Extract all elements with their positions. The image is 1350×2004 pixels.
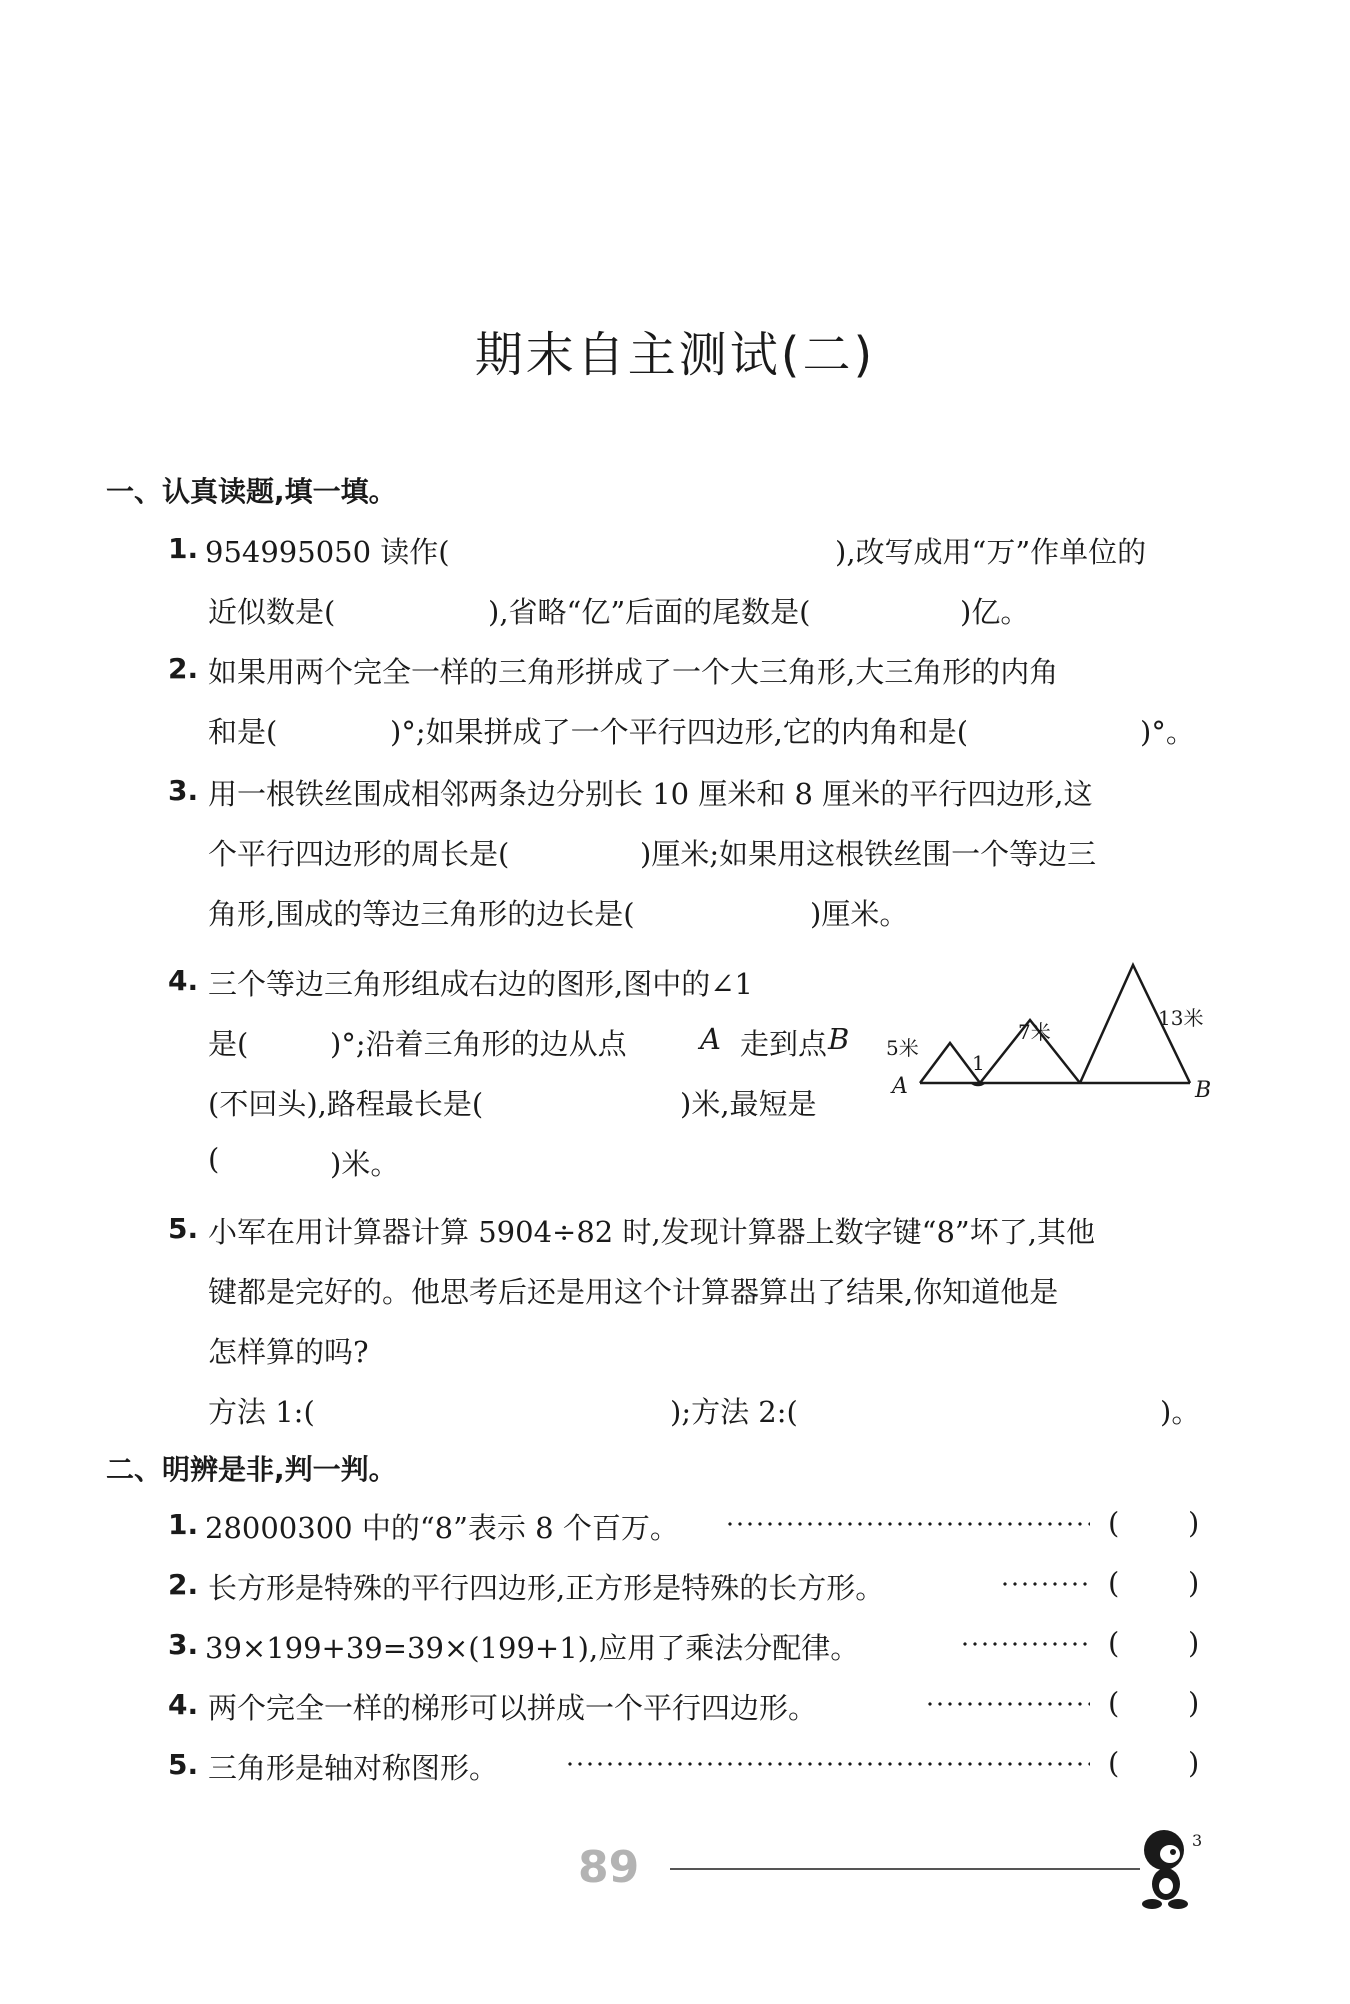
q2-line2-a: 和是( [208,715,278,749]
q4-point-a: A [700,1022,721,1056]
q4-line4-a: ( [208,1142,220,1176]
q4-line2-a: 是( [208,1027,249,1061]
q2-line1: 如果用两个完全一样的三角形拼成了一个大三角形,大三角形的内角 [208,655,1059,689]
judge-item-4-text: 两个完全一样的梯形可以拼成一个平行四边形。 [208,1691,818,1725]
q2-number: 2. [168,652,199,685]
label-5m: 5米 [886,1036,919,1060]
q5-number: 5. [168,1212,199,1245]
judge-item-4-leader [925,1702,1090,1706]
q5-line2: 键都是完好的。他思考后还是用这个计算器算出了结果,你知道他是 [208,1275,1059,1309]
q4-line1: 三个等边三角形组成右边的图形,图中的∠1 [208,967,753,1001]
judge-item-2-text: 长方形是特殊的平行四边形,正方形是特殊的长方形。 [208,1571,885,1605]
q4-point-b: B [828,1022,850,1056]
triangles-figure [880,955,1220,1105]
q3-line3-a: 角形,围成的等边三角形的边长是( [208,897,635,931]
judge-item-2-close: ) [1188,1566,1200,1600]
judge-item-5-close: ) [1188,1746,1200,1780]
page-number: 89 [578,1842,640,1893]
q1-line2-a: 近似数是( [208,595,336,629]
q3-line2-b: )厘米;如果用这根铁丝围一个等边三 [640,837,1097,871]
q1-line1-b: ),改写成用“万”作单位的 [835,535,1147,569]
q4-line3-b: )米,最短是 [680,1087,817,1121]
judge-item-2-leader [1000,1582,1090,1586]
q4-line4-b: )米。 [330,1147,400,1181]
judge-item-5-leader [565,1762,1090,1766]
label-point-a: A [892,1074,908,1099]
judge-item-5-text: 三角形是轴对称图形。 [208,1751,499,1785]
q1-line2-c: )亿。 [960,595,1030,629]
q1-line2-b: ),省略“亿”后面的尾数是( [488,595,811,629]
judge-item-5-number: 5. [168,1748,199,1781]
judge-item-3-leader [960,1642,1090,1646]
q5-line4-c: )。 [1160,1395,1201,1429]
judge-item-1-text: 28000300 中的“8”表示 8 个百万。 [205,1511,679,1545]
label-point-b: B [1195,1078,1212,1103]
label-angle-1: 1 [972,1051,985,1075]
q5-line4-a: 方法 1:( [208,1395,315,1429]
judge-item-3-close: ) [1188,1626,1200,1660]
footer-rule [670,1868,1140,1870]
judge-item-3-open: ( [1108,1626,1120,1660]
label-7m: 7米 [1018,1020,1051,1044]
judge-item-1-leader [725,1522,1090,1526]
cartoon-mascot-icon [1130,1820,1210,1910]
q2-line2-b: )°;如果拼成了一个平行四边形,它的内角和是( [390,715,969,749]
judge-item-4-close: ) [1188,1686,1200,1720]
judge-item-1-close: ) [1188,1506,1200,1540]
q4-line2-c: 走到点 [740,1027,828,1061]
q3-line2-a: 个平行四边形的周长是( [208,837,510,871]
label-13m: 13米 [1158,1006,1204,1030]
q1-number: 1. [168,532,199,565]
judge-item-5-open: ( [1108,1746,1120,1780]
q3-line3-b: )厘米。 [810,897,909,931]
q3-number: 3. [168,774,199,807]
judge-item-3-text: 39×199+39=39×(199+1),应用了乘法分配律。 [205,1631,860,1665]
judge-item-3-number: 3. [168,1628,199,1661]
section2-heading: 二、明辨是非,判一判。 [106,1453,397,1486]
q5-line4-b: );方法 2:( [670,1395,798,1429]
judge-item-2-number: 2. [168,1568,199,1601]
q4-line3-a: (不回头),路程最长是( [208,1087,484,1121]
judge-item-2-open: ( [1108,1566,1120,1600]
judge-item-1-open: ( [1108,1506,1120,1540]
judge-item-4-open: ( [1108,1686,1120,1720]
q2-line2-c: )°。 [1140,715,1195,749]
q3-line1: 用一根铁丝围成相邻两条边分别长 10 厘米和 8 厘米的平行四边形,这 [208,777,1093,811]
q4-line2-b: )°;沿着三角形的边从点 [330,1027,627,1061]
svg-text:3: 3 [1192,1831,1203,1850]
q5-line3: 怎样算的吗? [208,1335,369,1369]
page-title: 期末自主测试(二) [474,327,876,383]
judge-item-1-number: 1. [168,1508,199,1541]
small-triangle [920,1043,980,1083]
judge-item-4-number: 4. [168,1688,199,1721]
q1-line1-a: 954995050 读作( [205,535,450,569]
q4-number: 4. [168,964,199,997]
section1-heading: 一、认真读题,填一填。 [106,475,397,508]
q5-line1: 小军在用计算器计算 5904÷82 时,发现计算器上数字键“8”坏了,其他 [208,1215,1095,1249]
